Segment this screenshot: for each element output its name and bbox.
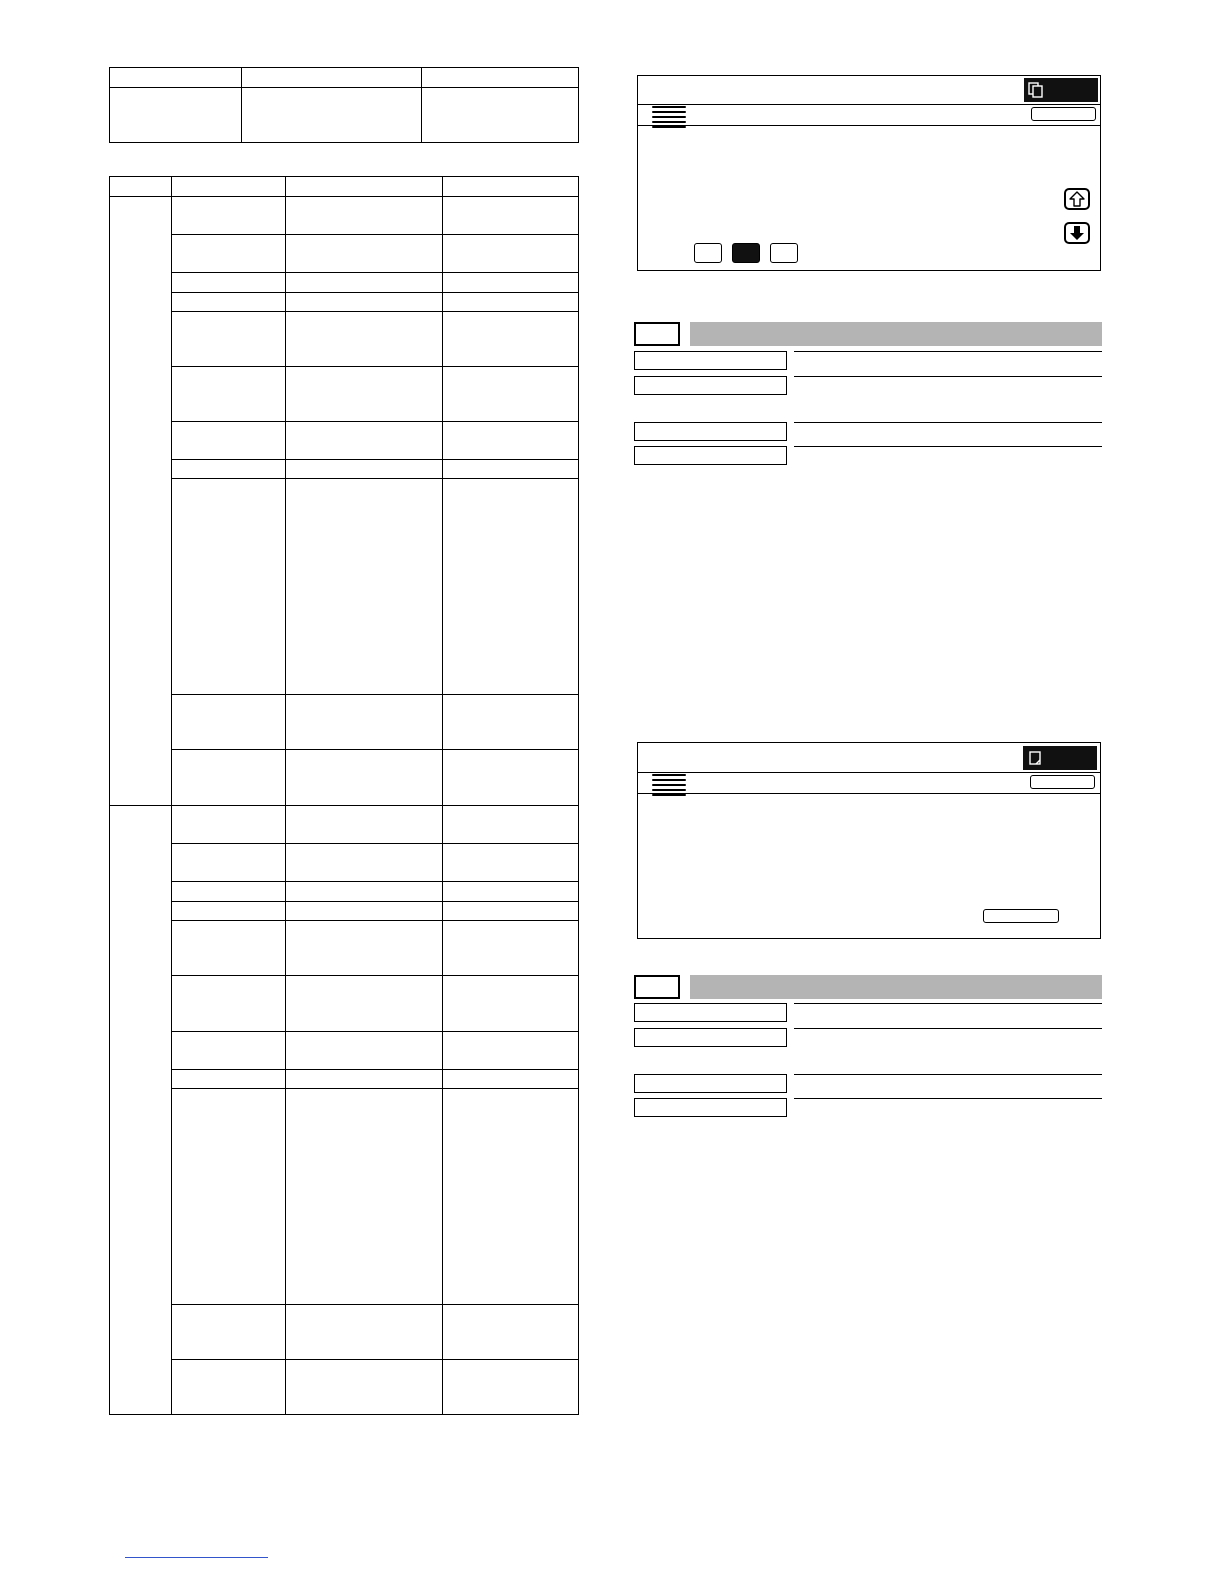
table-cell (286, 902, 443, 921)
item-box (634, 1028, 787, 1047)
footer-link-underline (125, 1557, 268, 1558)
table-cell (172, 921, 286, 976)
table-row (110, 844, 579, 882)
table-header-cell (242, 68, 422, 88)
table-header-cell (110, 68, 242, 88)
table-cell (172, 460, 286, 479)
table-header-cell (110, 177, 172, 197)
table-row (110, 1070, 579, 1089)
table-cell (172, 273, 286, 293)
section-label (634, 975, 680, 999)
table-cell (172, 1089, 286, 1305)
table-row (110, 1360, 579, 1415)
screen-panel-2 (637, 742, 1101, 939)
table-cell (172, 422, 286, 460)
item-rule (794, 422, 1102, 423)
table-cell (286, 479, 443, 695)
section-heading-bar (690, 975, 1102, 999)
arrow-up-icon (1069, 191, 1085, 207)
table-row (110, 479, 579, 695)
table-row (110, 460, 579, 479)
table-cell (443, 1032, 579, 1070)
table-cell (172, 844, 286, 882)
table-cell (422, 88, 579, 143)
table-cell (443, 367, 579, 422)
table-cell (443, 921, 579, 976)
item-rule (794, 1003, 1102, 1004)
table-header-cell (286, 177, 443, 197)
table-cell (286, 367, 443, 422)
table-header-cell (422, 68, 579, 88)
section-heading-bar (690, 322, 1102, 346)
table-cell (172, 1070, 286, 1089)
table-cell (286, 1305, 443, 1360)
item-box (634, 446, 787, 465)
execute-button[interactable] (983, 909, 1059, 923)
mode-button-2[interactable] (732, 243, 760, 263)
table-cell (443, 460, 579, 479)
copy-icon (1028, 82, 1044, 98)
item-rule (794, 1074, 1102, 1075)
table-row (110, 235, 579, 273)
item-box (634, 1003, 787, 1022)
table-cell (443, 197, 579, 235)
table-cell (286, 921, 443, 976)
group-label-cell (110, 197, 172, 806)
divider (638, 793, 1100, 794)
arrow-down-icon (1069, 225, 1085, 241)
table-row (110, 273, 579, 293)
table-row (110, 750, 579, 806)
mode-button-1[interactable] (694, 243, 722, 263)
table-row (110, 197, 579, 235)
table-cell (443, 882, 579, 902)
table-cell (172, 479, 286, 695)
item-box (634, 422, 787, 441)
table-cell (286, 197, 443, 235)
table-cell (443, 695, 579, 750)
table-row (110, 902, 579, 921)
divider (638, 772, 1100, 773)
top-table (109, 67, 579, 143)
divider (638, 125, 1100, 126)
table-row (110, 695, 579, 750)
table-cell (286, 460, 443, 479)
table-cell (286, 312, 443, 367)
table-row (110, 88, 579, 143)
table-cell (286, 273, 443, 293)
item-rule (794, 376, 1102, 377)
table-cell (286, 235, 443, 273)
table-cell (242, 88, 422, 143)
copy-mode-tab[interactable] (1023, 746, 1097, 770)
table-cell (172, 1305, 286, 1360)
table-cell (443, 902, 579, 921)
main-table (109, 176, 579, 1415)
table-cell (172, 197, 286, 235)
table-cell (172, 1360, 286, 1415)
table-cell (286, 1089, 443, 1305)
table-cell (286, 844, 443, 882)
table-cell (172, 1032, 286, 1070)
screen-title (646, 749, 1016, 767)
table-row (110, 293, 579, 312)
table-cell (443, 479, 579, 695)
item-box (634, 1098, 787, 1117)
screen-panel-1 (637, 75, 1101, 271)
table-row (110, 882, 579, 902)
table-header-cell (172, 177, 286, 197)
table-cell (286, 1032, 443, 1070)
table-cell (443, 312, 579, 367)
table-row (110, 1032, 579, 1070)
item-box (634, 1074, 787, 1093)
table-cell (443, 273, 579, 293)
screen-title (646, 82, 1016, 100)
table-cell (172, 976, 286, 1032)
table-cell (286, 1360, 443, 1415)
table-cell (172, 312, 286, 367)
table-cell (172, 235, 286, 273)
item-box (634, 376, 787, 395)
table-cell (172, 695, 286, 750)
table-cell (110, 88, 242, 143)
table-cell (286, 806, 443, 844)
table-row (110, 312, 579, 367)
table-cell (443, 1305, 579, 1360)
table-cell (286, 422, 443, 460)
table-cell (443, 976, 579, 1032)
table-cell (172, 882, 286, 902)
table-cell (286, 882, 443, 902)
screen-button[interactable] (1031, 107, 1096, 121)
divider (638, 104, 1100, 105)
copy-mode-tab[interactable] (1024, 78, 1098, 102)
table-header-cell (443, 177, 579, 197)
table-cell (443, 235, 579, 273)
table-cell (286, 1070, 443, 1089)
table-header-row (110, 177, 579, 197)
group-label-cell (110, 806, 172, 1415)
item-box (634, 351, 787, 370)
table-row (110, 422, 579, 460)
table-row (110, 976, 579, 1032)
table-cell (286, 976, 443, 1032)
table-cell (286, 695, 443, 750)
table-cell (172, 367, 286, 422)
screen-button[interactable] (1030, 775, 1095, 789)
table-cell (286, 750, 443, 806)
table-cell (443, 1070, 579, 1089)
footer-link[interactable] (125, 1540, 268, 1556)
item-rule (794, 446, 1102, 447)
table-cell (443, 293, 579, 312)
section-label (634, 322, 680, 346)
table-cell (443, 1360, 579, 1415)
scroll-up-button[interactable] (1064, 188, 1090, 210)
table-row (110, 1089, 579, 1305)
table-cell (172, 750, 286, 806)
table-row (110, 921, 579, 976)
item-rule (794, 1098, 1102, 1099)
table-cell (443, 844, 579, 882)
table-row (110, 367, 579, 422)
table-cell (172, 293, 286, 312)
item-rule (794, 351, 1102, 352)
table-cell (443, 806, 579, 844)
table-cell (172, 806, 286, 844)
table-cell (443, 750, 579, 806)
copy-icon (1027, 750, 1043, 766)
table-cell (286, 293, 443, 312)
table-row (110, 806, 579, 844)
item-rule (794, 1028, 1102, 1029)
table-header-row (110, 68, 579, 88)
table-row (110, 1305, 579, 1360)
mode-button-3[interactable] (770, 243, 798, 263)
scroll-down-button[interactable] (1064, 222, 1090, 244)
table-cell (443, 1089, 579, 1305)
table-cell (172, 902, 286, 921)
table-cell (443, 422, 579, 460)
